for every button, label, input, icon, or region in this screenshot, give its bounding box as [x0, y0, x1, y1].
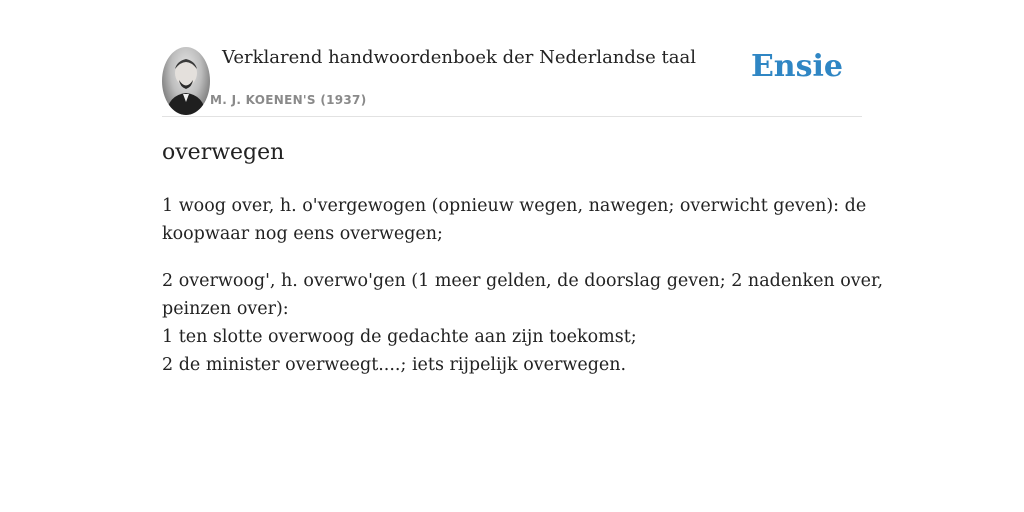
- book-title: Verklarend handwoordenboek der Nederlandse taal: [222, 47, 696, 68]
- ensie-logo-link[interactable]: Ensie: [750, 49, 843, 84]
- definition-line: peinzen over):: [162, 299, 289, 319]
- definition-1: [162, 192, 867, 248]
- definition-line: 1 woog over, h. o'vergewogen (opnieuw wegen, nawegen; overwicht geven): de: [162, 196, 867, 216]
- author-portrait-svg: [162, 47, 210, 115]
- headword: overwegen: [162, 140, 285, 165]
- definition-line: 2 de minister overweegt....; iets rijpelijk overwegen.: [162, 355, 627, 375]
- definition-line: 1 ten slotte overwoog de gedachte aan zijn toekomst;: [162, 327, 637, 347]
- author-label: M. J. KOENEN'S (1937): [210, 93, 367, 107]
- definition-line: koopwaar nog eens overwegen;: [162, 224, 443, 244]
- author-portrait-icon: [162, 47, 210, 115]
- definition-2: [162, 267, 884, 379]
- header: [162, 46, 862, 117]
- definition-line: 2 overwoog', h. overwo'gen (1 meer gelden, de doorslag geven; 2 nadenken over,: [162, 271, 884, 291]
